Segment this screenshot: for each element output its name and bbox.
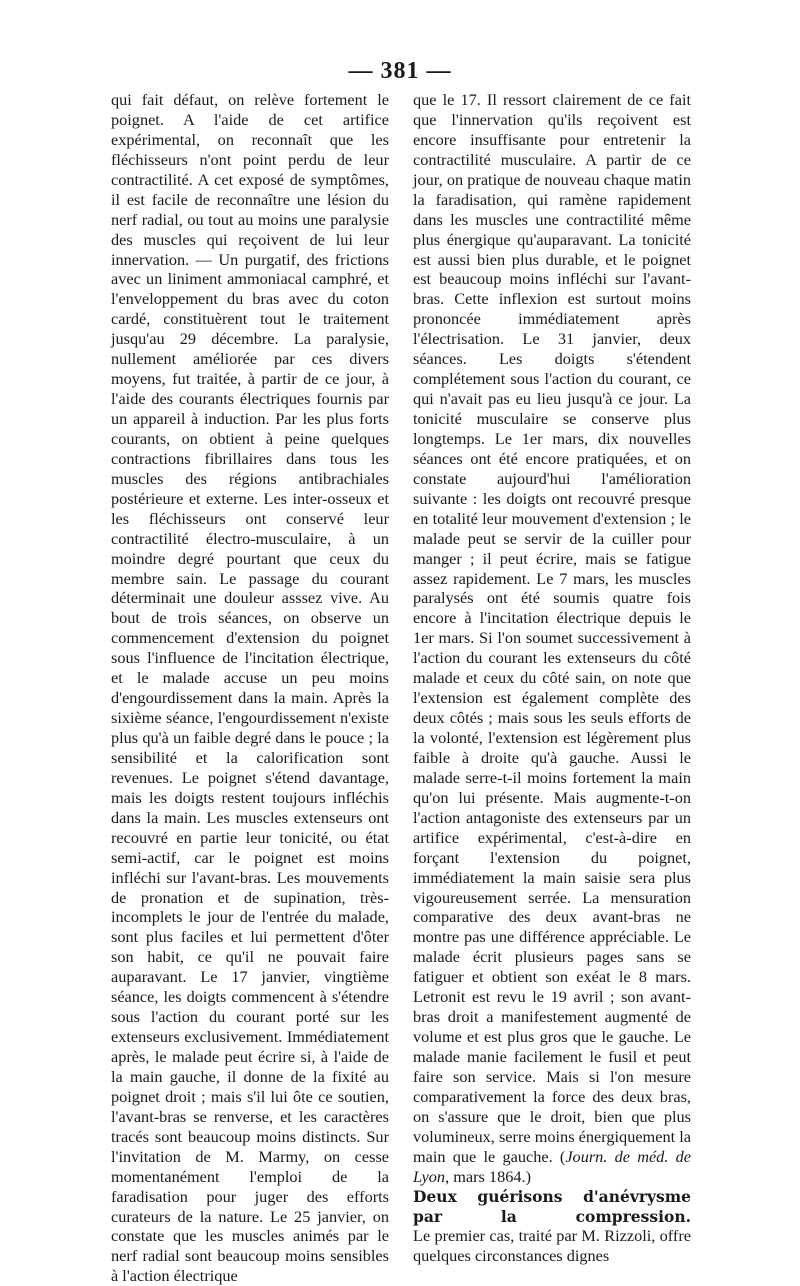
citation-tail: , mars 1864.): [445, 1166, 531, 1186]
citation-source: Journ. de méd. de Lyon: [413, 1146, 691, 1186]
page-number: — 381 —: [348, 58, 452, 84]
citation-open: (: [559, 1146, 566, 1166]
left-column-text: qui fait défaut, on relève fortement le poignet. A l'aide de cet artifice expérimental, on reconnaît que les fléchisseurs n'ont point perdu de leur contractilité. A cet exposé de symptômes, il est facile de reconnaître une lésion du nerf radial, ou tout au moins une paralysie des muscles qui reçoivent de lui leur innervation. — Un purgatif, des frictions avec un liniment ammoniacal camphré, et l'enveloppement du bras avec du coton cardé, constituèrent tout le traitement jusqu'au 29 décembre. La paralysie, nullement améliorée par ces divers moyens, fut traitée, à partir de ce jour, à l'aide des courants électriques fournis par un appareil à induction. Par les plus forts courants, on obtient à peine quelques contractions fibrillaires dans tous les muscles des régions antibrachiales postérieure et externe. Les inter-osseux et les fléchisseurs ont conservé leur contractilité électro-musculaire, à un moindre degré pourtant que ceux du membre sain. Le passage du courant déterminait une douleur asssez vive. Au bout de trois séances, on observe un commencement d'extension du poignet sous l'influence de l'incitation électrique, et le malade accuse un peu moins d'engourdissement dans la main. Après la sixième séance, l'engourdissement n'existe plus qu'à un faible degré dans le pouce ; la sensibilité et la calorification sont revenues. Le poignet s'étend davantage, mais les doigts restent toujours infléchis dans la main. Les muscles extenseurs ont recouvré en partie leur tonicité, ou état semi-actif, car le poignet est moins infléchi sur l'avant-bras. Les mouvements de pronation et de supination, très-incomplets le jour de l'entrée du malade, sont plus faciles et lui permettent d'ôter son habit, ce qu'il ne pouvait faire auparavant. Le 17 janvier, vingtième séance, les doigts commencent à s'étendre sous l'action du courant porté sur les extenseurs exclusivement. Immédiatement après, le malade peut écrire si, à l'aide de la main gauche, il donne de la fixité au poignet droit ; mais s'il lui ôte ce soutien, l'avant-bras se renverse, et les caractères tracés sont beaucoup moins distincts. Sur l'invitation de M. Marmy, on cesse momentanément l'emploi de la faradisation pour juger des efforts curateurs de la nature. Le 25 janvier, on constate que les muscles animés par le nerf radial sont beaucoup moins sensibles à l'action électrique: [111, 90, 389, 1286]
right-column-text: que le 17. Il ressort clairement de ce fait que l'innervation qu'ils reçoivent est encore insuffisante pour entretenir la contractilité musculaire. A partir de ce jour, on pratique de nouveau chaque matin la faradisation, qui ramène rapidement dans les muscles une contractilité même plus énergique qu'auparavant. La tonicité est aussi bien plus durable, et le poignet est beaucoup moins infléchi sur l'avant-bras. Cette inflexion est surtout moins prononcée immédiatement après l'électrisation. Le 31 janvier, deux séances. Les doigts s'étendent complétement sous l'action du courant, ce qui n'avait pas eu lieu jusqu'à ce jour. La tonicité musculaire se conserve plus longtemps. Le 1er mars, dix nouvelles séances ont été encore pratiquées, et on constate aujourd'hui l'amélioration suivante : les doigts ont recouvré presque en totalité leur mouvement d'extension ; le malade peut se servir de la cuiller pour manger ; il peut écrire, mais se fatigue assez rapidement. Le 7 mars, les muscles paralysés ont été soumis quatre fois encore à l'incitation électrique depuis le 1er mars. Si l'on soumet successivement à l'action du courant les extenseurs du côté malade et ceux du côté sain, on note que l'extension est également complète des deux côtés ; mais sous les seuls efforts de la volonté, l'extension est légèrement plus faible à droite qu'à gauche. Aussi le malade serre-t-il moins fortement la main qu'on lui présente. Mais augmente-t-on l'action antagoniste des extenseurs par un artifice expérimental, c'est-à-dire en forçant l'extension du poignet, immédiatement la main saisie sera plus vigoureusement serrée. La mensuration comparative des deux avant-bras ne montre pas une différence appréciable. Le malade écrit plusieurs pages sans se fatiguer et obtient son exéat le 8 mars. Letronit est revu le 19 avril ; son avant-bras droit a manifestement augmenté de volume et est plus gros que le gauche. Le malade manie facilement le fusil et peut faire son service. Mais si l'on mesure comparativement la force des deux bras, on s'assure que le droit, bien que plus volumineux, serre moins énergiquement la main que le gauche.: [413, 90, 691, 1166]
right-column: [413, 90, 691, 1266]
left-column: [111, 90, 389, 1286]
section-heading: Deux guérisons d'anévrysme par la compression.: [413, 1186, 691, 1226]
right-column-paragraph: [413, 90, 691, 1187]
section-text: Le premier cas, traité par M. Rizzoli, offre quelques circonstances dignes: [413, 1226, 691, 1266]
